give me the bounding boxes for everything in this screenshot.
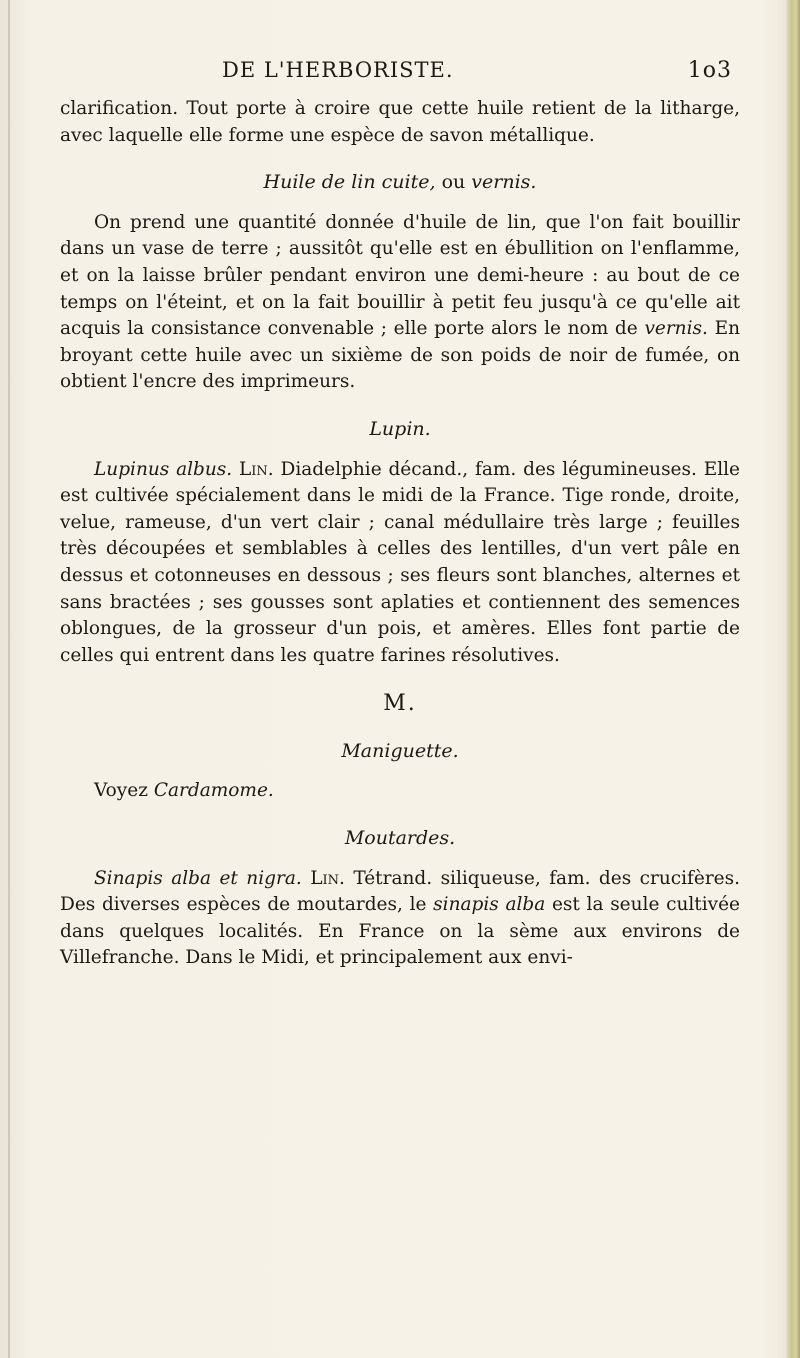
see-voyez: Voyez [94, 780, 148, 802]
latin-lupinus: Lupinus albus. [94, 458, 233, 480]
paragraph-huile-de-lin [60, 210, 740, 396]
section-letter-m: M. [383, 691, 417, 717]
running-title: DE L'HERBORISTE. [222, 58, 454, 82]
paragraph-lupin-text: Diadelphie décand., fam. des légumineuses. Elle est cultivée spécialement dans le midi de la France. Tige ronde, droite, velue, rameuse, d'un vert clair ; canal médullaire très large ; feuilles très découpées et semblables à celles des lentilles, d'un vert pâle en dessus et cotonneuses en dessous ; ses fleurs sont blanches, alternes et sans bractées ; ses gousses sont aplaties et contiennent des semences oblongues, de la grosseur d'un pois, et amères. Elles font partie de celles qui entrent dans les quatre farines résolutives. [60, 458, 740, 666]
paragraph-moutardes-a: Tétrand. siliqueuse, fam. des crucifères. Des diverses espèces de moutardes, le [60, 867, 741, 916]
heading-lupin: Lupin. [369, 417, 431, 440]
heading-huile-vernis: vernis. [471, 171, 537, 194]
page-number: 1o3 [687, 58, 732, 83]
paragraph-clarification: clarification. Tout porte à croire que cette huile retient de la litharge, avec laquelle elle forme une espèce de savon métallique. [60, 98, 740, 146]
latin-sinapis: Sinapis alba et nigra. [94, 867, 302, 889]
paragraph-huile-end: En broyant cette huile avec un sixième de son poids de noir de fumée, on obtient l'encre des imprimeurs. [60, 318, 741, 393]
cross-reference [60, 778, 740, 805]
heading-huile-ou: ou [441, 171, 466, 194]
page-gutter [8, 0, 10, 1358]
page-body [60, 96, 740, 972]
running-header [222, 58, 732, 88]
paragraph-lupin [60, 457, 740, 670]
abbr-linne: Lin. [239, 458, 274, 480]
heading-moutardes: Moutardes. [344, 827, 456, 850]
latin-sinapis-alba: sinapis alba [433, 894, 546, 916]
heading-huile-text: Huile de lin cuite, [263, 171, 436, 194]
paragraph-huile-text: On prend une quantité donnée d'huile de lin, que l'on fait bouillir dans un vase de terre ; aussitôt qu'elle est en ébullition on l'enflamme, et on la laisse brûler pendant environ une demi-heure : au bout de ce temps on l'éteint, et on la fait bouillir à petit feu jusqu'à ce qu'elle ait acquis la consistance convenable ; elle porte alors le nom de [60, 211, 740, 340]
heading-maniguette: Maniguette. [341, 739, 459, 762]
abbr-linne-2: Lin. [310, 867, 345, 889]
heading-huile-de-lin [60, 169, 740, 196]
paragraph-moutardes-b: est la seule cultivée dans quelques localités. En France on la sème aux environs de Villefranche. Dans le Midi, et principalement aux envi- [60, 894, 740, 969]
paragraph-moutardes [60, 866, 740, 972]
term-vernis: vernis. [644, 318, 708, 340]
see-target: Cardamome. [153, 780, 274, 802]
page-edge [786, 0, 800, 1358]
